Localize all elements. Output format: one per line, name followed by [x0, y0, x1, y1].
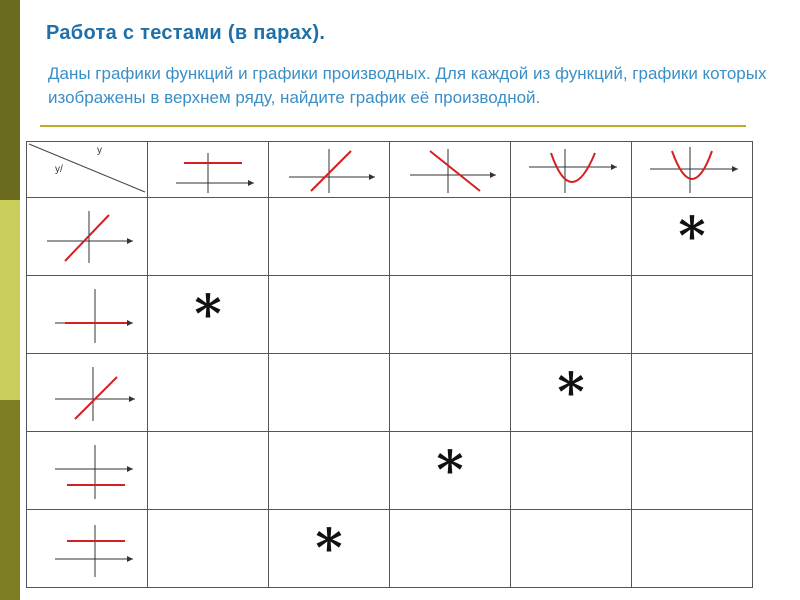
answer-mark: * — [315, 517, 343, 579]
answer-cell-marked[interactable] — [632, 198, 753, 276]
answer-cell-marked[interactable] — [269, 510, 390, 588]
answer-cell[interactable] — [390, 354, 511, 432]
shifted-line-graph-icon — [37, 363, 137, 423]
answer-cell[interactable] — [390, 510, 511, 588]
corner-cell — [27, 142, 148, 198]
answer-cell[interactable] — [632, 510, 753, 588]
answer-cell[interactable] — [511, 510, 632, 588]
answer-cell[interactable] — [390, 276, 511, 354]
side-bar-middle — [0, 200, 20, 400]
positive-constant-graph-icon — [37, 519, 137, 579]
answer-cell[interactable] — [511, 198, 632, 276]
matching-table — [26, 141, 753, 588]
corner-label-y: у — [97, 145, 102, 156]
side-bar-top — [0, 0, 20, 200]
row-graph-cell-5 — [27, 510, 148, 588]
answer-mark: * — [557, 361, 585, 423]
header-cell-5 — [632, 142, 753, 198]
task-description: Даны графики функций и графики производных. Для каждой из функций, графики которых изображены в верхнем ряду, найдите график её производной. — [48, 64, 767, 107]
answer-cell[interactable] — [632, 276, 753, 354]
decreasing-line-graph-icon — [400, 145, 500, 195]
answer-mark: * — [436, 439, 464, 501]
row-graph-cell-4 — [27, 432, 148, 510]
row-graph-cell-3 — [27, 354, 148, 432]
header-cell-1 — [148, 142, 269, 198]
parabola-shifted-right-icon — [521, 145, 621, 195]
row-graph-cell-1 — [27, 198, 148, 276]
page-title: Работа с тестами (в парах). — [46, 22, 326, 44]
answer-cell[interactable] — [632, 354, 753, 432]
answer-cell-marked[interactable] — [148, 276, 269, 354]
answer-cell[interactable] — [148, 510, 269, 588]
answer-cell[interactable] — [269, 354, 390, 432]
header-cell-2 — [269, 142, 390, 198]
answer-cell[interactable] — [148, 198, 269, 276]
answer-cell[interactable] — [269, 276, 390, 354]
answer-cell[interactable] — [632, 432, 753, 510]
answer-cell[interactable] — [390, 198, 511, 276]
table-row — [27, 432, 753, 510]
header-cell-3 — [390, 142, 511, 198]
answer-cell[interactable] — [148, 354, 269, 432]
table-row — [27, 354, 753, 432]
line-through-origin-graph-icon — [37, 207, 137, 267]
corner-label-y-prime: у/ — [55, 164, 63, 175]
table-row — [27, 198, 753, 276]
constant-function-graph-icon — [158, 145, 258, 195]
answer-cell-marked[interactable] — [390, 432, 511, 510]
answer-mark: * — [678, 205, 706, 267]
zero-line-graph-icon — [37, 285, 137, 345]
title-divider — [40, 125, 746, 127]
negative-constant-graph-icon — [37, 441, 137, 501]
side-bar-bottom — [0, 400, 20, 600]
table-row — [27, 276, 753, 354]
corner-diagonal-icon — [27, 142, 147, 197]
answer-cell[interactable] — [511, 432, 632, 510]
row-graph-cell-2 — [27, 276, 148, 354]
answer-cell[interactable] — [269, 432, 390, 510]
header-cell-4 — [511, 142, 632, 198]
header-row — [27, 142, 753, 198]
answer-mark: * — [194, 283, 222, 345]
answer-cell[interactable] — [511, 276, 632, 354]
answer-cell[interactable] — [148, 432, 269, 510]
table-row — [27, 510, 753, 588]
answer-cell-marked[interactable] — [511, 354, 632, 432]
answer-cell[interactable] — [269, 198, 390, 276]
parabola-centered-icon — [642, 145, 742, 195]
increasing-line-graph-icon — [279, 145, 379, 195]
